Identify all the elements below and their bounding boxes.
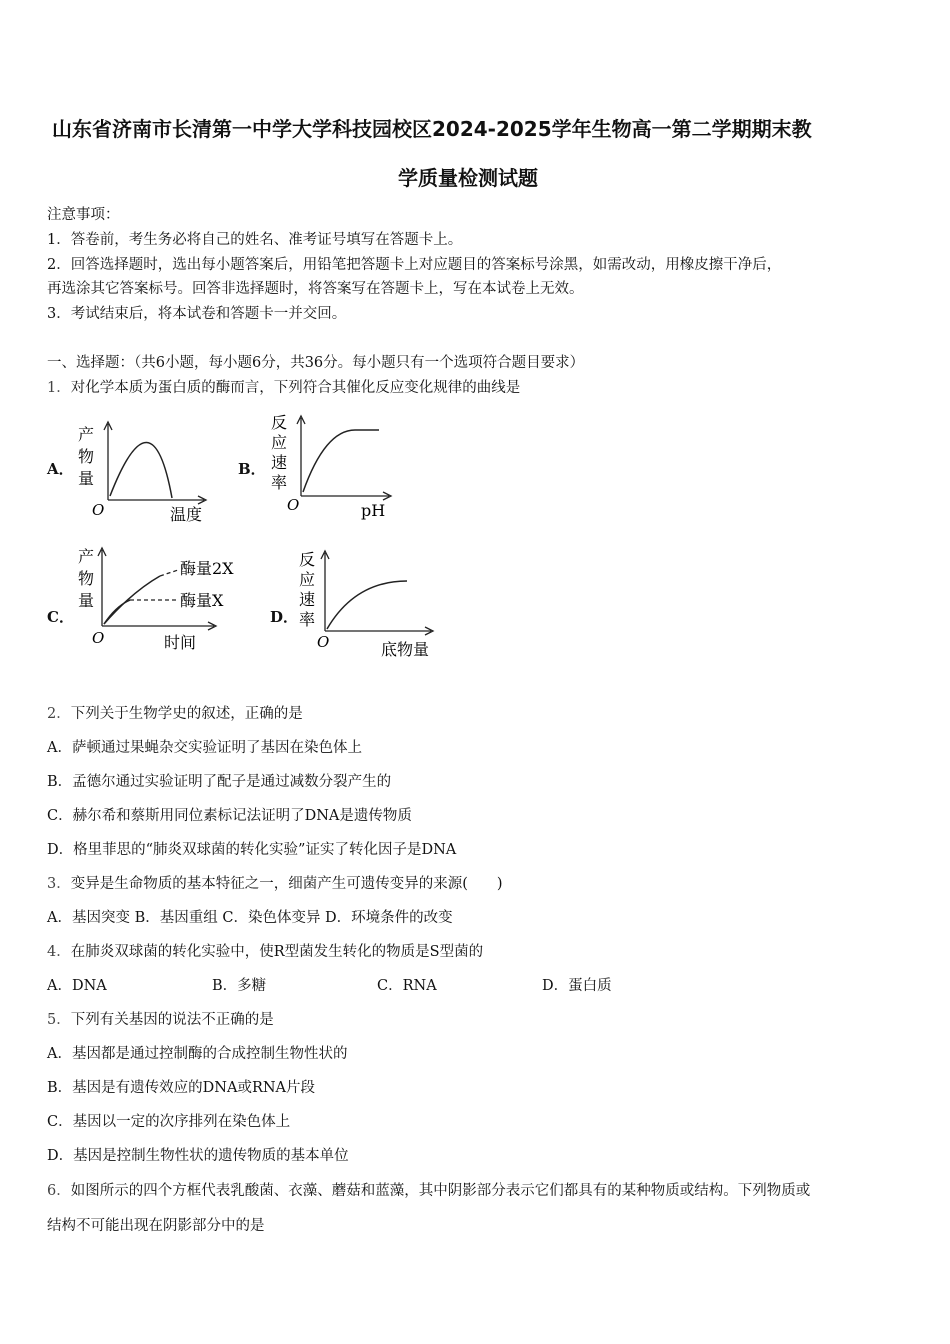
q3-options: A．基因突变 B．基因重组 C．染色体变异 D．环境条件的改变 <box>47 910 453 926</box>
question-stem: 变异是生命物质的基本特征之一，细菌产生可遗传变异的来源( ) <box>70 876 503 892</box>
graph-b-ylabel-4: 率 <box>271 473 288 492</box>
q2-option-d: D．格里菲思的“肺炎双球菌的转化实验”证实了转化因子是DNA <box>47 842 457 858</box>
question-stem: 在肺炎双球菌的转化实验中，使R型菌发生转化的物质是S型菌的 <box>70 944 484 960</box>
question-number: 4． <box>47 944 71 960</box>
graph-a-xlabel: 温度 <box>170 505 203 524</box>
question-3 <box>47 872 503 893</box>
graph-d-xlabel: 底物量 <box>381 640 430 659</box>
question-number: 1． <box>47 380 71 396</box>
graph-b-ylabel-3: 速 <box>271 453 288 472</box>
question-5 <box>47 1008 274 1029</box>
graph-c-xlabel: 时间 <box>164 633 197 652</box>
graph-c-series-2-label: 酶量X <box>180 591 224 610</box>
question-6 <box>47 1179 810 1200</box>
graph-b <box>265 410 415 525</box>
graph-d <box>295 545 455 663</box>
question-6-stem-cont: 结构不可能出现在阴影部分中的是 <box>47 1218 265 1234</box>
notice-item-3: 3．考试结束后，将本试卷和答题卡一并交回。 <box>47 306 347 322</box>
graph-c-series-1-label: 酶量2X <box>180 559 234 578</box>
graph-a-origin: O <box>92 501 105 519</box>
graph-c-ylabel-1: 产 <box>78 547 95 566</box>
q4-option-b: B．多糖 <box>212 978 267 994</box>
graph-c <box>72 542 262 660</box>
graph-c-ylabel-3: 量 <box>78 591 95 610</box>
question-stem: 下列关于生物学史的叙述，正确的是 <box>70 706 303 722</box>
question-stem: 下列有关基因的说法不正确的是 <box>70 1012 274 1028</box>
graph-a-curve <box>110 442 172 498</box>
graph-c-ylabel-2: 物 <box>78 569 95 588</box>
notice-item-2a: 2．回答选择题时，选出每小题答案后，用铅笔把答题卡上对应题目的答案标号涂黑，如需改动，用橡皮擦干净后， <box>47 257 782 273</box>
q2-option-b: B．孟德尔通过实验证明了配子是通过减数分裂产生的 <box>47 774 392 790</box>
question-number: 6． <box>47 1183 71 1199</box>
page-title-line-1: 山东省济南市长清第一中学大学科技园校区2024-2025学年生物高一第二学期期末教 <box>52 117 812 141</box>
graph-d-curve <box>327 581 407 629</box>
q5-option-d: D．基因是控制生物性状的遗传物质的基本单位 <box>47 1148 349 1164</box>
section-heading: 一、选择题：（共6小题，每小题6分，共36分。每小题只有一个选项符合题目要求） <box>47 355 585 371</box>
graph-d-ylabel-1: 反 <box>299 550 316 569</box>
graph-a-ylabel-1: 产 <box>78 425 95 444</box>
question-4 <box>47 940 483 961</box>
graph-d-origin: O <box>317 633 330 651</box>
question-1 <box>47 376 520 397</box>
q4-option-a: A．DNA <box>47 978 107 994</box>
graph-b-origin: O <box>287 496 300 514</box>
graph-a-ylabel-3: 量 <box>78 469 95 488</box>
q4-option-d: D．蛋白质 <box>542 978 612 994</box>
question-stem: 对化学本质为蛋白质的酶而言，下列符合其催化反应变化规律的曲线是 <box>70 380 521 396</box>
q4-option-c: C．RNA <box>377 978 437 994</box>
option-a-label: A． <box>47 460 74 478</box>
graph-b-curve <box>303 430 379 492</box>
graph-b-ylabel-2: 应 <box>271 433 288 452</box>
graph-c-origin: O <box>92 629 105 647</box>
question-number: 2． <box>47 706 71 722</box>
graph-d-ylabel-2: 应 <box>299 570 316 589</box>
notice-heading: 注意事项： <box>47 207 120 223</box>
graph-c-plateau-2x <box>160 570 178 576</box>
question-number: 3． <box>47 876 71 892</box>
notice-item-1: 1．答卷前，考生务必将自己的姓名、准考证号填写在答题卡上。 <box>47 232 463 248</box>
graph-b-ylabel-1: 反 <box>271 413 288 432</box>
q5-option-c: C．基因以一定的次序排列在染色体上 <box>47 1114 291 1130</box>
graph-b-xlabel: pH <box>361 501 386 520</box>
option-b-label: B． <box>238 460 266 478</box>
q2-option-c: C．赫尔希和蔡斯用同位素标记法证明了DNA是遗传物质 <box>47 808 412 824</box>
graph-a <box>72 418 222 528</box>
graph-d-ylabel-3: 速 <box>299 590 316 609</box>
option-c-label: C． <box>47 608 74 626</box>
q5-option-b: B．基因是有遗传效应的DNA或RNA片段 <box>47 1080 316 1096</box>
question-stem: 如图所示的四个方框代表乳酸菌、衣藻、蘑菇和蓝藻，其中阴影部分表示它们都具有的某种物质或结构。下列物质或 <box>70 1183 811 1199</box>
question-number: 5． <box>47 1012 71 1028</box>
page-title-line-2: 学质量检测试题 <box>398 166 538 190</box>
q5-option-a: A．基因都是通过控制酶的合成控制生物性状的 <box>47 1046 348 1062</box>
graph-a-ylabel-2: 物 <box>78 447 95 466</box>
graph-d-ylabel-4: 率 <box>299 610 316 629</box>
option-d-label: D． <box>270 608 299 626</box>
notice-item-2b: 再选涂其它答案标号。回答非选择题时，将答案写在答题卡上，写在本试卷上无效。 <box>47 281 584 297</box>
q2-option-a: A．萨顿通过果蝇杂交实验证明了基因在染色体上 <box>47 740 362 756</box>
question-2 <box>47 702 303 723</box>
